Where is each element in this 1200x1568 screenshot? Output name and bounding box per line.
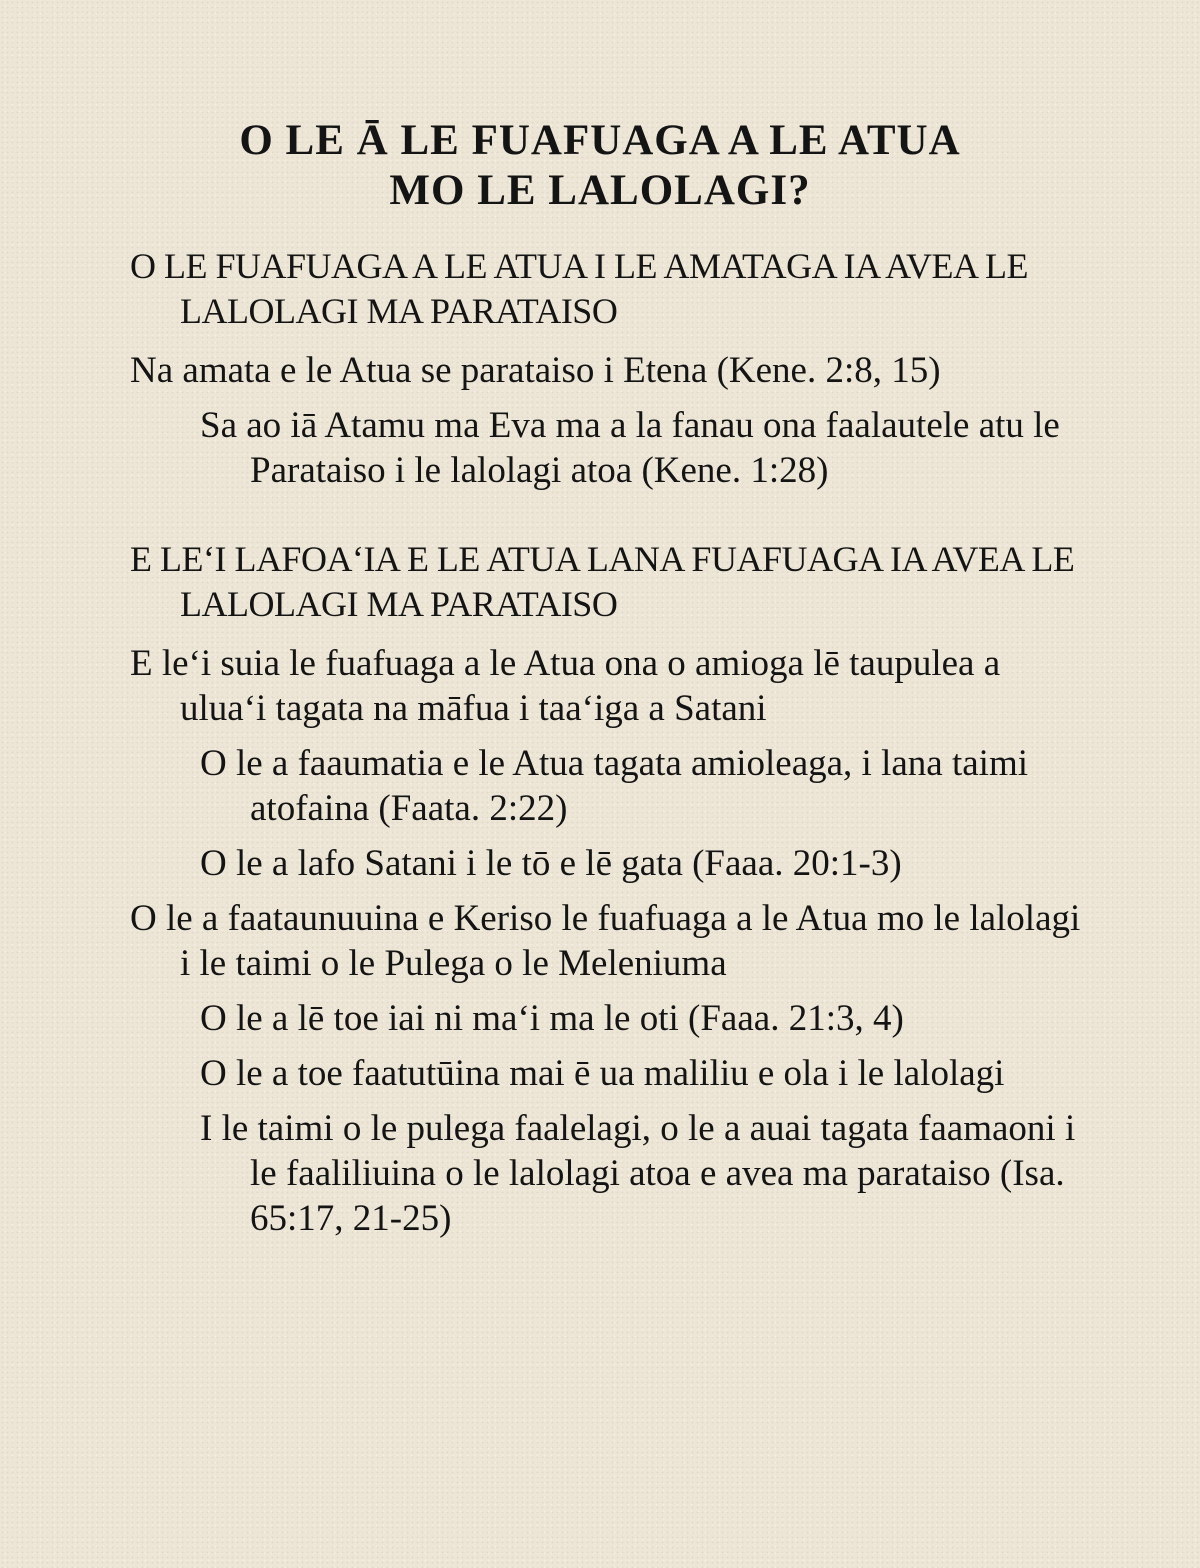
subpoint-global-paradise: I le taimi o le pulega faalelagi, o le a auai tagata faamaoni i le faaliliuina o le lalolagi atoa e avea ma parataiso (Isa. 65:17, 21-25) — [200, 1108, 1076, 1239]
point-christ-fulfills: O le a faataunuuina e Keriso le fuafuaga a le Atua mo le lalolagi i le taimi o le Pulega o le Meleniuma — [130, 898, 1081, 984]
subpoint-expand-paradise: Sa ao iā Atamu ma Eva ma a la fanau ona faalautele atu le Parataiso i le lalolagi atoa (Kene. 1:28) — [200, 405, 1060, 491]
section-heading-original-purpose: O LE FUAFUAGA A LE ATUA I LE AMATAGA IA AVEA LE LALOLAGI MA PARATAISO — [130, 246, 1029, 331]
point-eden-paradise: Na amata e le Atua se parataiso i Etena (Kene. 2:8, 15) — [130, 350, 941, 391]
subpoint-satan-abyss: O le a lafo Satani i le tō e lē gata (Faaa. 20:1-3) — [200, 843, 902, 884]
page-title — [0, 116, 1200, 216]
title-line-2: MO LE LALOLAGI? — [389, 167, 811, 214]
subpoint-resurrection: O le a toe faatutūina mai ē ua maliliu e ola i le lalolagi — [200, 1053, 1005, 1094]
section-heading-purpose-unchanged: E LEʻI LAFOAʻIA E LE ATUA LANA FUAFUAGA IA AVEA LE LALOLAGI MA PARATAISO — [130, 539, 1075, 624]
title-line-1: O LE Ā LE FUAFUAGA A LE ATUA — [239, 117, 961, 164]
subpoint-destroy-wicked: O le a faaumatia e le Atua tagata amioleaga, i lana taimi atofaina (Faata. 2:22) — [200, 743, 1029, 829]
outline-content — [130, 244, 1090, 1251]
subpoint-no-sickness-death: O le a lē toe iai ni maʻi ma le oti (Faaa. 21:3, 4) — [200, 998, 904, 1039]
point-purpose-not-changed: E leʻi suia le fuafuaga a le Atua ona o amioga lē taupulea a uluaʻi tagata na māfua i taaʻiga a Satani — [130, 643, 1001, 729]
